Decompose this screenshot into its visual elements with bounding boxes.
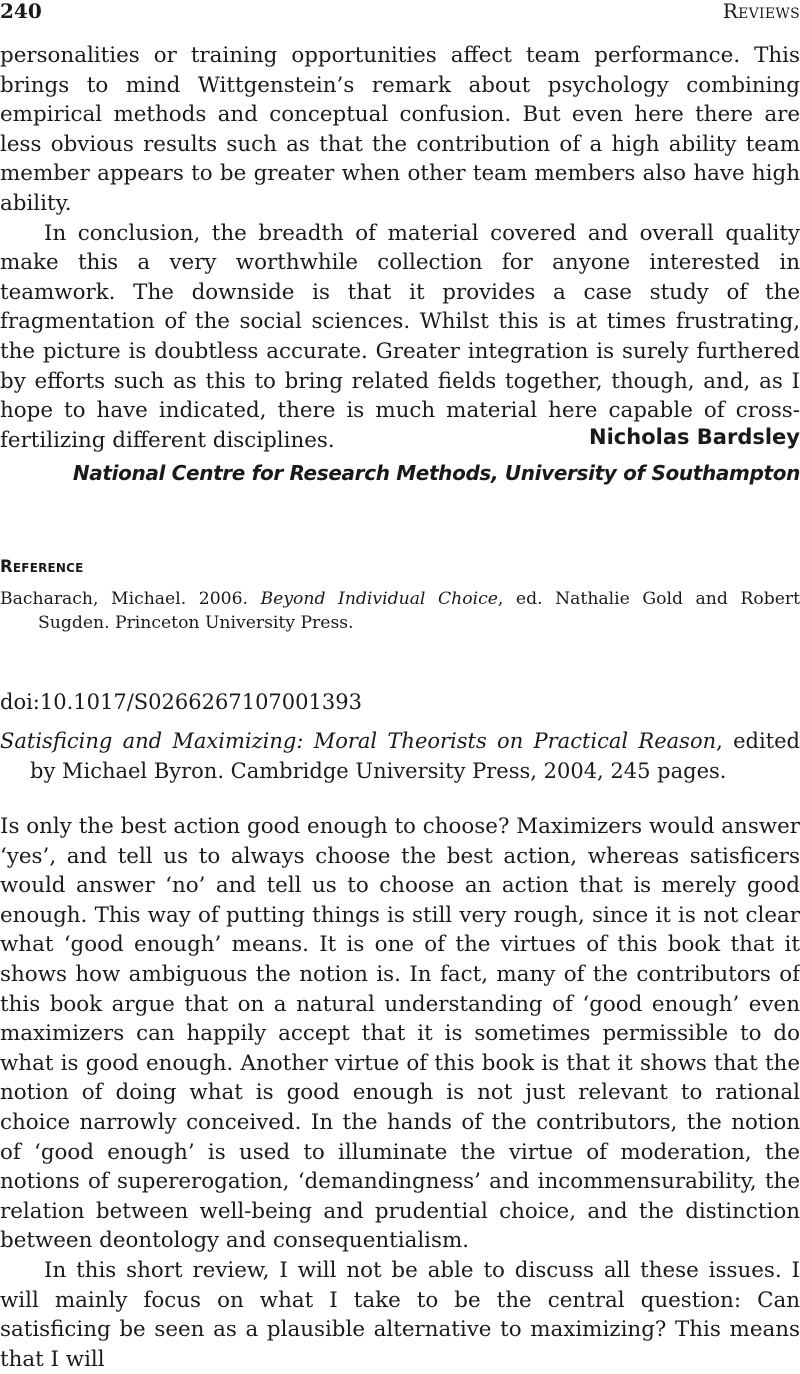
reference-heading: Reference (0, 557, 84, 576)
book-citation (0, 727, 800, 786)
review-body (0, 812, 800, 1374)
paragraph-conclusion: In conclusion, the breadth of material covered and overall quality make this a very worthwhile collection for anyone interested in teamwork. The downside is that it provides a case study of the fragmentation of the social sciences. Whilst this is at times frustrating, the picture is doubtless accurate. Greater integration is surely furthered by efforts such as this to bring related fields together, though, and, as I hope to have indicated, there is much material here capable of cross-fertilizing different disciplines. (0, 220, 800, 453)
paragraph: Is only the best action good enough to choose? Maximizers would answer ‘yes’, and tell us to always choose the best action, whereas satisficers would answer ‘no’ and tell us to choose an action that is merely good enough. This way of putting things is still very rough, since it is not clear what ‘good enough’ means. It is one of the virtues of this book that it shows how ambiguous the notion is. In fact, many of the contributors of this book argue that on a natural understanding of ‘good enough’ even maximizers can happily accept that it is sometimes permissible to do what is good enough. Another virtue of this book is that it shows that the notion of doing what is good enough is not just relevant to rational choice narrowly conceived. In the hands of the contributors, the notion of ‘good enough’ is used to illuminate the virtue of moderation, the notions of supererogation, ‘demandingness’ and incommensurability, the relation between well-being and prudential choice, and the distinction between deontology and consequentialism. (0, 814, 800, 1254)
review-continuation (0, 41, 800, 455)
running-head (0, 0, 800, 24)
reference-title: Beyond Individual Choice (260, 589, 498, 609)
paragraph: personalities or training opportunities affect team performance. This brings to mind Wittgenstein’s remark about psychology combining empirical methods and conceptual confusion. But even here there are less obvious results such as that the contribution of a high ability team member appears to be greater when other team members also have high ability. (0, 43, 800, 216)
book-title: Satisficing and Maximizing: Moral Theorists on Practical Reason (0, 729, 717, 753)
book-details: , edited by Michael Byron. Cambridge University Press, 2004, 245 pages. (30, 729, 800, 783)
section-name: Reviews (722, 0, 800, 23)
reference-entry (0, 587, 800, 635)
reference-author: Bacharach, Michael. 2006. (0, 589, 248, 609)
paragraph: In this short review, I will not be able to discuss all these issues. I will mainly focus on what I take to be the central question: Can satisficing be seen as a plausible alternative to maximizing? This means that I will (0, 1257, 800, 1372)
reference-publication: , ed. Nathalie Gold and Robert Sugden. Princeton University Press. (38, 589, 800, 633)
page-number: 240 (0, 0, 42, 23)
reviewer-name: Nicholas Bardsley (589, 425, 800, 449)
doi: doi:10.1017/S0266267107001393 (0, 690, 362, 714)
reviewer-affiliation: National Centre for Research Methods, University of Southampton (72, 461, 800, 485)
